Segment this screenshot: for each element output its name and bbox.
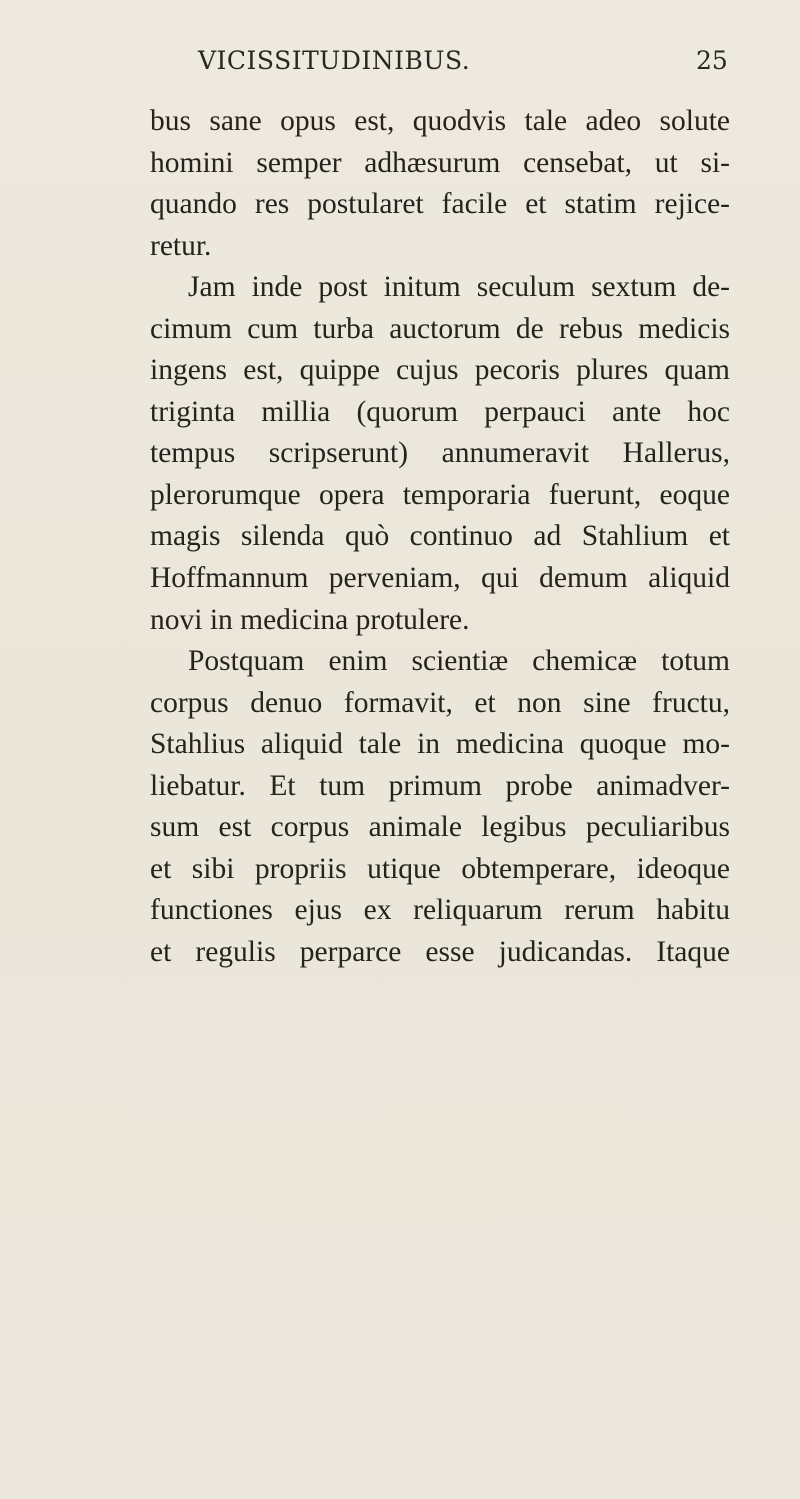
body-text [150, 101, 730, 973]
text-line: novi in medicina protulere. [150, 603, 470, 636]
text-line: cimum cum turba auctorum de rebus medicis [150, 312, 730, 345]
text-line: retur. [150, 229, 212, 262]
text-line: tempus scripserunt) annumeravit Hallerus, [150, 437, 730, 470]
text-line: ingens est, quippe cujus pecoris plures quam [150, 354, 730, 387]
paragraph-start-line: Postquam enim scientiæ chemicæ totum [188, 645, 730, 678]
text-line: magis silenda quò continuo ad Stahlium et [150, 520, 730, 553]
text-line: quando res postularet facile et statim rejice- [150, 188, 730, 221]
text-line: corpus denuo formavit, et non sine fructu, [150, 686, 730, 719]
text-line: bus sane opus est, quodvis tale adeo solute [150, 105, 730, 137]
page-number: 25 [696, 46, 728, 75]
text-line: sum est corpus animale legibus peculiaribus [150, 811, 730, 844]
text-line: plerorumque opera temporaria fuerunt, eoque [150, 478, 730, 511]
text-line: et regulis perparce esse judicandas. Itaque [150, 935, 730, 968]
page-header [0, 46, 800, 86]
text-line: Hoffmannum perveniam, qui demum aliquid [150, 562, 730, 595]
paragraph-start-line: Jam inde post initum seculum sextum de- [188, 271, 730, 304]
text-line: homini semper adhæsurum censebat, ut si- [150, 146, 730, 179]
text-line: liebatur. Et tum primum probe animadver- [150, 769, 730, 802]
text-line: triginta millia (quorum perpauci ante hoc [150, 395, 730, 428]
text-line: functiones ejus ex reliquarum rerum habitu [150, 894, 730, 927]
text-line: et sibi propriis utique obtemperare, ideoque [150, 852, 730, 885]
text-line: Stahlius aliquid tale in medicina quoque mo- [150, 728, 730, 761]
running-head: VICISSITUDINIBUS. [198, 46, 471, 75]
